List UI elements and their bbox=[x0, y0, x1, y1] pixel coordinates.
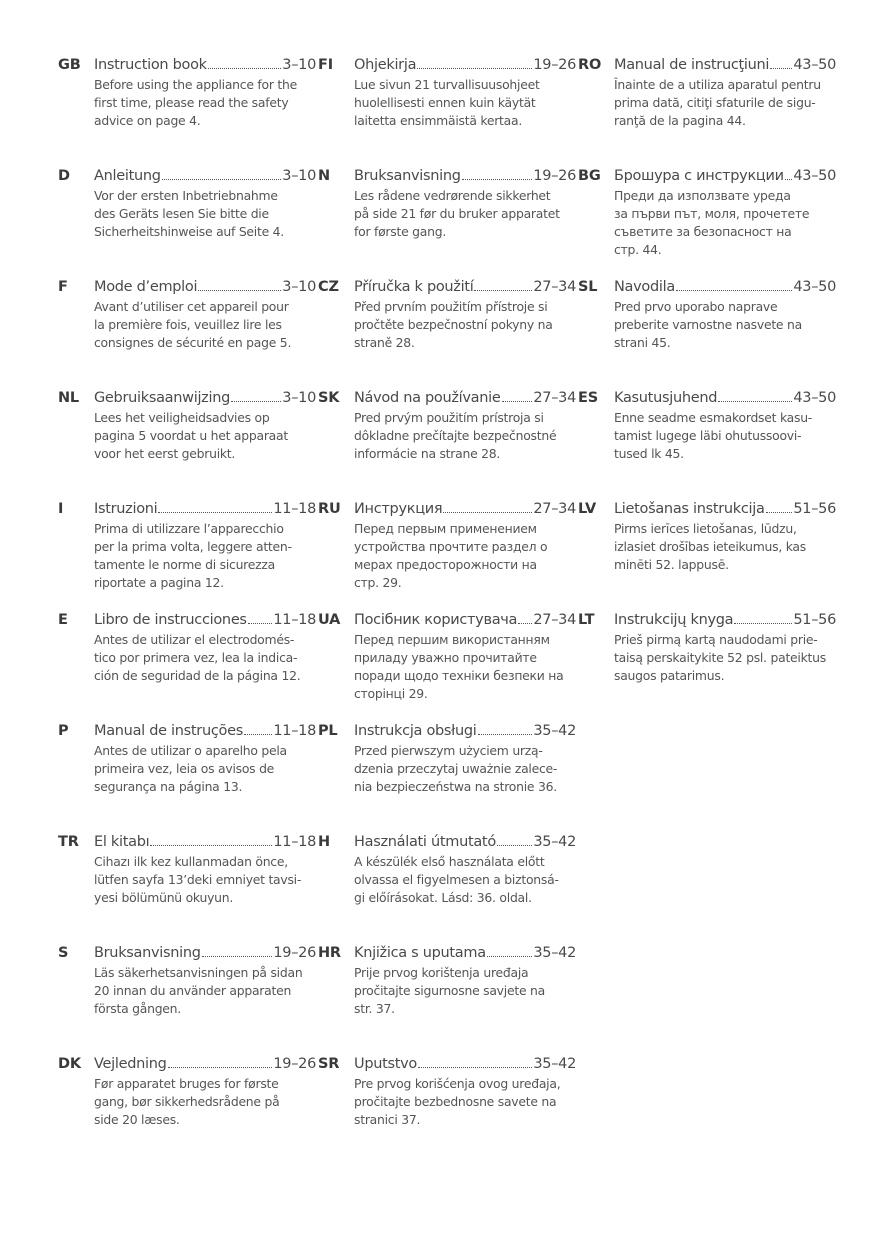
language-entry bbox=[318, 55, 576, 166]
page-range: 3–10 bbox=[282, 168, 316, 184]
note-line: tamente le norme di sicurezza bbox=[94, 557, 275, 572]
note-line: saugos patarimus. bbox=[614, 668, 725, 683]
page-range: 35–42 bbox=[533, 723, 576, 739]
note-line: съветите за безопасност на bbox=[614, 224, 792, 239]
safety-note bbox=[354, 298, 576, 352]
note-line: Перед першим використанням bbox=[354, 632, 550, 647]
toc-line bbox=[614, 166, 836, 186]
language-entry bbox=[318, 832, 576, 943]
safety-note bbox=[614, 187, 836, 259]
dot-leader bbox=[766, 512, 793, 513]
language-entry bbox=[578, 610, 836, 721]
note-line: första gången. bbox=[94, 1001, 181, 1016]
note-line: устройства прочтите раздел о bbox=[354, 539, 548, 554]
page-range: 43–50 bbox=[793, 168, 836, 184]
manual-title: Инструкция bbox=[354, 501, 443, 517]
language-entry bbox=[58, 499, 316, 610]
toc-line bbox=[354, 499, 576, 519]
dot-leader bbox=[497, 845, 532, 846]
entry-body bbox=[94, 55, 316, 130]
entry-body bbox=[614, 277, 836, 352]
language-entry bbox=[58, 610, 316, 721]
note-line: straně 28. bbox=[354, 335, 415, 350]
note-line: consignes de sécurité en page 5. bbox=[94, 335, 292, 350]
note-line: tico por primera vez, lea la indica- bbox=[94, 650, 298, 665]
note-line: 20 innan du använder apparaten bbox=[94, 983, 292, 998]
page-range: 43–50 bbox=[793, 57, 836, 73]
toc-line bbox=[94, 943, 316, 963]
note-line: dzenia przeczytaj uważnie zalece- bbox=[354, 761, 558, 776]
safety-note bbox=[94, 187, 316, 241]
page-range: 35–42 bbox=[533, 1056, 576, 1072]
note-line: A készülék első használata előtt bbox=[354, 854, 545, 869]
page-range: 3–10 bbox=[282, 57, 316, 73]
note-line: Les rådene vedrørende sikkerhet bbox=[354, 188, 551, 203]
note-line: Prije prvog korištenja uređaja bbox=[354, 965, 529, 980]
manual-title: Manual de instrucţiuni bbox=[614, 57, 770, 73]
language-code: SK bbox=[318, 390, 340, 406]
note-line: la première fois, veuillez lire les bbox=[94, 317, 282, 332]
note-line: informácie na strane 28. bbox=[354, 446, 501, 461]
note-line: Läs säkerhetsanvisningen på sidan bbox=[94, 965, 303, 980]
note-line: Lees het veiligheidsadvies op bbox=[94, 410, 270, 425]
page-range: 27–34 bbox=[533, 501, 576, 517]
entry-body bbox=[94, 943, 316, 1018]
note-line: side 20 læses. bbox=[94, 1112, 180, 1127]
language-code: S bbox=[58, 945, 69, 961]
manual-title: Příručka k použití bbox=[354, 279, 474, 295]
language-code: SR bbox=[318, 1056, 340, 1072]
dot-leader bbox=[248, 623, 273, 624]
page-range: 27–34 bbox=[533, 279, 576, 295]
language-entry bbox=[318, 277, 576, 388]
manual-title: Návod na používanie bbox=[354, 390, 501, 406]
language-entry bbox=[58, 55, 316, 166]
manual-title: Uputstvo bbox=[354, 1056, 417, 1072]
safety-note bbox=[94, 964, 316, 1018]
note-line: pagina 5 voordat u het apparaat bbox=[94, 428, 288, 443]
toc-line bbox=[94, 277, 316, 297]
language-code: NL bbox=[58, 390, 79, 406]
manual-title: Instruction book bbox=[94, 57, 207, 73]
toc-line bbox=[94, 166, 316, 186]
note-line: taisą perskaitykite 52 psl. pateiktus bbox=[614, 650, 826, 665]
column-3 bbox=[578, 55, 836, 721]
entry-body bbox=[94, 1054, 316, 1129]
language-entry bbox=[58, 277, 316, 388]
note-line: for første gang. bbox=[354, 224, 447, 239]
safety-note bbox=[614, 631, 836, 685]
dot-leader bbox=[785, 179, 793, 180]
toc-line bbox=[354, 55, 576, 75]
manual-title: Посібник користувача bbox=[354, 612, 518, 628]
page-range: 11–18 bbox=[273, 501, 316, 517]
entry-body bbox=[354, 499, 576, 592]
note-line: ranţă de la pagina 44. bbox=[614, 113, 746, 128]
note-line: Antes de utilizar o aparelho pela bbox=[94, 743, 287, 758]
dot-leader bbox=[443, 512, 532, 513]
toc-line bbox=[94, 832, 316, 852]
note-line: Pirms ierīces lietošanas, lūdzu, bbox=[614, 521, 797, 536]
note-line: за първи път, моля, прочетете bbox=[614, 206, 810, 221]
language-code: BG bbox=[578, 168, 601, 184]
entry-body bbox=[94, 832, 316, 907]
dot-leader bbox=[418, 1067, 532, 1068]
safety-note bbox=[94, 298, 316, 352]
toc-line bbox=[354, 388, 576, 408]
note-line: nia bezpieczeństwa na stronie 36. bbox=[354, 779, 557, 794]
dot-leader bbox=[478, 734, 533, 735]
toc-line bbox=[354, 721, 576, 741]
note-line: stranici 37. bbox=[354, 1112, 421, 1127]
manual-title: Anleitung bbox=[94, 168, 161, 184]
entry-body bbox=[614, 610, 836, 685]
toc-line bbox=[354, 832, 576, 852]
note-line: primeira vez, leia os avisos de bbox=[94, 761, 275, 776]
language-entry bbox=[58, 832, 316, 943]
page-range: 35–42 bbox=[533, 945, 576, 961]
manual-title: Брошура с инструкции bbox=[614, 168, 784, 184]
note-line: tused lk 45. bbox=[614, 446, 684, 461]
safety-note bbox=[614, 76, 836, 130]
manual-title: Navodila bbox=[614, 279, 675, 295]
toc-line bbox=[614, 388, 836, 408]
language-entry bbox=[578, 499, 836, 610]
note-line: Before using the appliance for the bbox=[94, 77, 297, 92]
note-line: сторінці 29. bbox=[354, 686, 428, 701]
page-range: 11–18 bbox=[273, 723, 316, 739]
note-line: laitetta ensimmäistä kertaa. bbox=[354, 113, 523, 128]
dot-leader bbox=[244, 734, 272, 735]
language-entry bbox=[58, 943, 316, 1054]
note-line: Před prvním použitím přístroje si bbox=[354, 299, 548, 314]
toc-line bbox=[354, 1054, 576, 1074]
toc-line bbox=[94, 388, 316, 408]
safety-note bbox=[354, 964, 576, 1018]
toc-line bbox=[354, 166, 576, 186]
language-entry bbox=[578, 277, 836, 388]
note-line: dôkladne prečítajte bezpečnostné bbox=[354, 428, 557, 443]
language-entry bbox=[318, 499, 576, 610]
note-line: Lue sivun 21 turvallisuusohjeet bbox=[354, 77, 540, 92]
dot-leader bbox=[168, 1067, 273, 1068]
language-entry bbox=[58, 721, 316, 832]
language-entry bbox=[318, 943, 576, 1054]
page-range: 19–26 bbox=[533, 57, 576, 73]
toc-line bbox=[354, 943, 576, 963]
page-range: 3–10 bbox=[282, 390, 316, 406]
entry-body bbox=[94, 721, 316, 796]
toc-line bbox=[354, 277, 576, 297]
language-code: CZ bbox=[318, 279, 339, 295]
language-code: RU bbox=[318, 501, 341, 517]
note-line: gang, bør sikkerhedsrådene på bbox=[94, 1094, 280, 1109]
entry-body bbox=[354, 277, 576, 352]
note-line: segurança na página 13. bbox=[94, 779, 243, 794]
entry-body bbox=[354, 832, 576, 907]
language-entry bbox=[318, 610, 576, 721]
entry-body bbox=[614, 388, 836, 463]
safety-note bbox=[94, 742, 316, 796]
language-code: LV bbox=[578, 501, 597, 517]
dot-leader bbox=[231, 401, 281, 402]
toc-line bbox=[354, 610, 576, 630]
language-code: HR bbox=[318, 945, 341, 961]
language-entry bbox=[578, 166, 836, 277]
dot-leader bbox=[718, 401, 792, 402]
manual-title: Használati útmutató bbox=[354, 834, 496, 850]
dot-leader bbox=[162, 179, 282, 180]
safety-note bbox=[94, 631, 316, 685]
safety-note bbox=[354, 409, 576, 463]
manual-title: Instrukcja obsługi bbox=[354, 723, 477, 739]
language-entry bbox=[318, 721, 576, 832]
note-line: på side 21 før du bruker apparatet bbox=[354, 206, 560, 221]
note-line: Sicherheitshinweise auf Seite 4. bbox=[94, 224, 284, 239]
toc-line bbox=[614, 610, 836, 630]
safety-note bbox=[614, 520, 836, 574]
note-line: prima dată, citiţi sfaturile de sigu- bbox=[614, 95, 816, 110]
page-range: 3–10 bbox=[282, 279, 316, 295]
entry-body bbox=[354, 721, 576, 796]
entry-body bbox=[614, 166, 836, 259]
page-range: 51–56 bbox=[793, 501, 836, 517]
note-line: advice on page 4. bbox=[94, 113, 201, 128]
dot-leader bbox=[474, 290, 532, 291]
dot-leader bbox=[462, 179, 533, 180]
language-entry bbox=[58, 166, 316, 277]
manual-title: Istruzioni bbox=[94, 501, 158, 517]
page-range: 19–26 bbox=[533, 168, 576, 184]
entry-body bbox=[614, 55, 836, 130]
note-line: Pre prvog korišćenja ovog uređaja, bbox=[354, 1076, 561, 1091]
language-entry bbox=[318, 166, 576, 277]
entry-body bbox=[94, 166, 316, 241]
safety-note bbox=[94, 1075, 316, 1129]
note-line: per la prima volta, leggere atten- bbox=[94, 539, 292, 554]
language-entry bbox=[318, 388, 576, 499]
page-range: 43–50 bbox=[793, 279, 836, 295]
dot-leader bbox=[518, 623, 532, 624]
manual-title: Vejledning bbox=[94, 1056, 167, 1072]
toc-line bbox=[614, 499, 836, 519]
note-line: Pred prvo uporabo naprave bbox=[614, 299, 778, 314]
language-entry bbox=[58, 1054, 316, 1165]
note-line: strani 45. bbox=[614, 335, 671, 350]
note-line: Cihazı ilk kez kullanmadan önce, bbox=[94, 854, 288, 869]
entry-body bbox=[94, 388, 316, 463]
safety-note bbox=[354, 76, 576, 130]
language-code: H bbox=[318, 834, 330, 850]
safety-note bbox=[354, 742, 576, 796]
safety-note bbox=[614, 409, 836, 463]
note-line: Avant d’utiliser cet appareil pour bbox=[94, 299, 289, 314]
language-code: F bbox=[58, 279, 68, 295]
note-line: tamist lugege läbi ohutussoovi- bbox=[614, 428, 802, 443]
note-line: des Geräts lesen Sie bitte die bbox=[94, 206, 269, 221]
safety-note bbox=[94, 76, 316, 130]
dot-leader bbox=[198, 290, 281, 291]
entry-body bbox=[354, 166, 576, 241]
dot-leader bbox=[770, 68, 792, 69]
note-line: voor het eerst gebruikt. bbox=[94, 446, 236, 461]
note-line: Prieš pirmą kartą naudodami prie- bbox=[614, 632, 818, 647]
entry-body bbox=[614, 499, 836, 574]
note-line: Перед первым применением bbox=[354, 521, 537, 536]
page-range: 35–42 bbox=[533, 834, 576, 850]
manual-title: Bruksanvisning bbox=[354, 168, 461, 184]
entry-body bbox=[354, 610, 576, 703]
note-line: Vor der ersten Inbetriebnahme bbox=[94, 188, 278, 203]
entry-body bbox=[94, 277, 316, 352]
language-entry bbox=[318, 1054, 576, 1165]
page-range: 43–50 bbox=[793, 390, 836, 406]
dot-leader bbox=[158, 512, 272, 513]
language-code: TR bbox=[58, 834, 79, 850]
dot-leader bbox=[676, 290, 792, 291]
dot-leader bbox=[150, 845, 272, 846]
manual-title: Instrukcijų knyga bbox=[614, 612, 734, 628]
note-line: izlasiet drošības ieteikumus, kas bbox=[614, 539, 806, 554]
toc-line bbox=[94, 721, 316, 741]
note-line: Pred prvým použitím prístroja si bbox=[354, 410, 544, 425]
note-line: huolellisesti ennen kuin käytät bbox=[354, 95, 536, 110]
manual-title: Mode d’emploi bbox=[94, 279, 198, 295]
safety-note bbox=[354, 853, 576, 907]
note-line: olvassa el figyelmesen a biztonsá- bbox=[354, 872, 559, 887]
page-range: 11–18 bbox=[273, 834, 316, 850]
toc-line bbox=[614, 277, 836, 297]
language-code: ES bbox=[578, 390, 598, 406]
note-line: Antes de utilizar el electrodomés- bbox=[94, 632, 295, 647]
column-1 bbox=[58, 55, 316, 1165]
language-code: FI bbox=[318, 57, 333, 73]
note-line: pročitajte bezbednosne savete na bbox=[354, 1094, 557, 1109]
page-range: 19–26 bbox=[273, 1056, 316, 1072]
safety-note bbox=[354, 187, 576, 241]
entry-body bbox=[354, 55, 576, 130]
note-line: first time, please read the safety bbox=[94, 95, 289, 110]
manual-title: Ohjekirja bbox=[354, 57, 417, 73]
language-code: RO bbox=[578, 57, 602, 73]
language-code: DK bbox=[58, 1056, 81, 1072]
language-code: I bbox=[58, 501, 64, 517]
note-line: Før apparatet bruges for første bbox=[94, 1076, 279, 1091]
page-range: 51–56 bbox=[793, 612, 836, 628]
note-line: стр. 29. bbox=[354, 575, 402, 590]
language-code: P bbox=[58, 723, 69, 739]
page-range: 27–34 bbox=[533, 390, 576, 406]
manual-title: Kasutusjuhend bbox=[614, 390, 718, 406]
note-line: Przed pierwszym użyciem urzą- bbox=[354, 743, 543, 758]
toc-line bbox=[94, 1054, 316, 1074]
page-range: 27–34 bbox=[533, 612, 576, 628]
language-code: SL bbox=[578, 279, 598, 295]
entry-body bbox=[354, 1054, 576, 1129]
entry-body bbox=[354, 943, 576, 1018]
safety-note bbox=[354, 631, 576, 703]
language-code: LT bbox=[578, 612, 595, 628]
language-code: UA bbox=[318, 612, 341, 628]
entry-body bbox=[94, 499, 316, 592]
entry-body bbox=[94, 610, 316, 685]
safety-note bbox=[94, 409, 316, 463]
language-code: N bbox=[318, 168, 330, 184]
note-line: minēti 52. lappusē. bbox=[614, 557, 729, 572]
dot-leader bbox=[202, 956, 273, 957]
toc-line bbox=[94, 499, 316, 519]
dot-leader bbox=[734, 623, 792, 624]
note-line: str. 37. bbox=[354, 1001, 395, 1016]
dot-leader bbox=[208, 68, 282, 69]
manual-title: Manual de instruções bbox=[94, 723, 243, 739]
manual-title: Lietošanas instrukcija bbox=[614, 501, 765, 517]
note-line: lütfen sayfa 13’deki emniyet tavsi- bbox=[94, 872, 302, 887]
safety-note bbox=[614, 298, 836, 352]
language-entry bbox=[578, 55, 836, 166]
note-line: preberite varnostne nasvete na bbox=[614, 317, 802, 332]
language-code: GB bbox=[58, 57, 81, 73]
safety-note bbox=[94, 520, 316, 592]
note-line: yesi bölümünü okuyun. bbox=[94, 890, 234, 905]
column-2 bbox=[318, 55, 576, 1165]
language-code: D bbox=[58, 168, 70, 184]
note-line: Înainte de a utiliza aparatul pentru bbox=[614, 77, 821, 92]
language-entry bbox=[58, 388, 316, 499]
toc-line bbox=[94, 55, 316, 75]
note-line: Преди да използвате уреда bbox=[614, 188, 791, 203]
note-line: Enne seadme esmakordset kasu- bbox=[614, 410, 813, 425]
manual-title: Bruksanvisning bbox=[94, 945, 201, 961]
manual-title: Gebruiksaanwijzing bbox=[94, 390, 231, 406]
note-line: gi előírásokat. Lásd: 36. oldal. bbox=[354, 890, 532, 905]
page-range: 11–18 bbox=[273, 612, 316, 628]
note-line: поради щодо техніки безпеки на bbox=[354, 668, 564, 683]
safety-note bbox=[94, 853, 316, 907]
note-line: ción de seguridad de la página 12. bbox=[94, 668, 301, 683]
dot-leader bbox=[502, 401, 533, 402]
note-line: стр. 44. bbox=[614, 242, 662, 257]
note-line: pročitajte sigurnosne savjete na bbox=[354, 983, 545, 998]
toc-line bbox=[94, 610, 316, 630]
note-line: riportate a pagina 12. bbox=[94, 575, 224, 590]
page-range: 19–26 bbox=[273, 945, 316, 961]
note-line: pročtěte bezpečnostní pokyny na bbox=[354, 317, 553, 332]
safety-note bbox=[354, 520, 576, 592]
note-line: мерах предосторожности на bbox=[354, 557, 537, 572]
dot-leader bbox=[417, 68, 532, 69]
note-line: Prima di utilizzare l’apparecchio bbox=[94, 521, 284, 536]
toc-line bbox=[614, 55, 836, 75]
language-code: E bbox=[58, 612, 68, 628]
dot-leader bbox=[487, 956, 533, 957]
manual-title: Libro de instrucciones bbox=[94, 612, 247, 628]
entry-body bbox=[354, 388, 576, 463]
safety-note bbox=[354, 1075, 576, 1129]
manual-title: El kitabı bbox=[94, 834, 150, 850]
manual-title: Knjižica s uputama bbox=[354, 945, 486, 961]
language-entry bbox=[578, 388, 836, 499]
language-code: PL bbox=[318, 723, 338, 739]
note-line: приладу уважно прочитайте bbox=[354, 650, 537, 665]
